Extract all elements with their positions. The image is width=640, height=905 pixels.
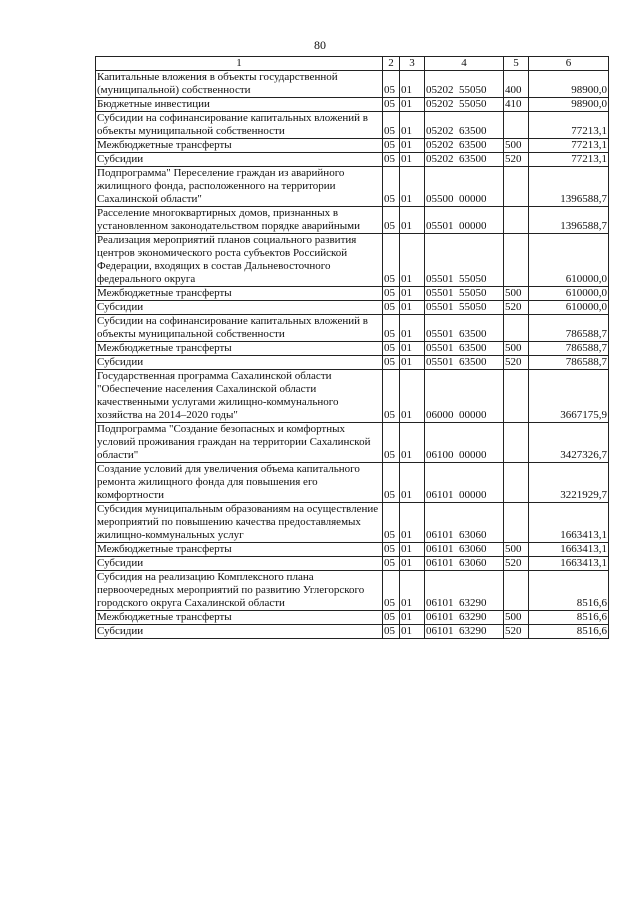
row-target-code-cell: 05202 63500 (425, 112, 504, 139)
row-expense-type-cell (504, 234, 529, 287)
column-header-section: 2 (383, 57, 400, 71)
row-amount-cell: 786588,7 (529, 356, 609, 370)
row-section-cell: 05 (383, 543, 400, 557)
row-name-cell: Межбюджетные трансферты (96, 287, 383, 301)
row-name-cell: Бюджетные инвестиции (96, 98, 383, 112)
row-name-cell: Государственная программа Сахалинской области "Обеспечение населения Сахалинской области качественными услугами жилищно-коммунального хозяйства на 2014–2020 годы" (96, 370, 383, 423)
row-target-code-cell: 05501 63500 (425, 315, 504, 342)
row-subsection-cell: 01 (400, 301, 425, 315)
table-row (96, 503, 609, 543)
row-target-code-cell: 06101 63290 (425, 611, 504, 625)
row-target-code-cell: 06101 00000 (425, 463, 504, 503)
row-section-cell: 05 (383, 503, 400, 543)
column-header-amount: 6 (529, 57, 609, 71)
row-subsection-cell: 01 (400, 287, 425, 301)
row-amount-cell: 1663413,1 (529, 557, 609, 571)
row-name-cell: Реализация мероприятий планов социального развития центров экономического роста субъектов Российской Федерации, входящих в состав Дальневосточного федерального округа (96, 234, 383, 287)
row-target-code-cell: 05501 55050 (425, 301, 504, 315)
table-row (96, 287, 609, 301)
row-name-cell: Создание условий для увеличения объема капитального ремонта жилищного фонда для повышения его комфортности (96, 463, 383, 503)
table-row (96, 71, 609, 98)
row-name-cell: Межбюджетные трансферты (96, 342, 383, 356)
row-section-cell: 05 (383, 167, 400, 207)
row-subsection-cell: 01 (400, 98, 425, 112)
row-section-cell: 05 (383, 139, 400, 153)
row-target-code-cell: 05500 00000 (425, 167, 504, 207)
row-name-cell: Субсидии (96, 356, 383, 370)
row-amount-cell: 3427326,7 (529, 423, 609, 463)
row-amount-cell: 98900,0 (529, 71, 609, 98)
row-name-cell: Расселение многоквартирных домов, признанных в установленном законодательством порядке аварийными (96, 207, 383, 234)
table-row (96, 543, 609, 557)
row-expense-type-cell: 520 (504, 356, 529, 370)
row-subsection-cell: 01 (400, 611, 425, 625)
row-target-code-cell: 06101 63060 (425, 557, 504, 571)
row-section-cell: 05 (383, 71, 400, 98)
row-expense-type-cell: 400 (504, 71, 529, 98)
row-section-cell: 05 (383, 342, 400, 356)
row-subsection-cell: 01 (400, 625, 425, 639)
row-subsection-cell: 01 (400, 423, 425, 463)
row-section-cell: 05 (383, 207, 400, 234)
row-target-code-cell: 05501 55050 (425, 234, 504, 287)
row-subsection-cell: 01 (400, 543, 425, 557)
row-name-cell: Подпрограмма "Создание безопасных и комфортных условий проживания граждан на территории Сахалинской области" (96, 423, 383, 463)
row-target-code-cell: 06101 63290 (425, 571, 504, 611)
row-target-code-cell: 05202 55050 (425, 71, 504, 98)
table-body (96, 71, 609, 639)
row-name-cell: Межбюджетные трансферты (96, 611, 383, 625)
row-expense-type-cell: 500 (504, 611, 529, 625)
table-row (96, 370, 609, 423)
row-name-cell: Субсидия муниципальным образованиям на осуществление мероприятий по повышению качества предоставляемых жилищно-коммунальных услуг (96, 503, 383, 543)
table-row (96, 342, 609, 356)
row-subsection-cell: 01 (400, 463, 425, 503)
row-subsection-cell: 01 (400, 370, 425, 423)
row-amount-cell: 610000,0 (529, 287, 609, 301)
row-expense-type-cell (504, 423, 529, 463)
row-amount-cell: 3221929,7 (529, 463, 609, 503)
row-expense-type-cell: 500 (504, 287, 529, 301)
row-target-code-cell: 06100 00000 (425, 423, 504, 463)
row-target-code-cell: 05501 63500 (425, 342, 504, 356)
table-header-row (96, 57, 609, 71)
row-name-cell: Субсидии (96, 625, 383, 639)
row-expense-type-cell (504, 370, 529, 423)
row-name-cell: Подпрограмма" Переселение граждан из аварийного жилищного фонда, расположенного на территории Сахалинской области" (96, 167, 383, 207)
table-row (96, 167, 609, 207)
row-target-code-cell: 05202 63500 (425, 139, 504, 153)
table-row (96, 557, 609, 571)
row-subsection-cell: 01 (400, 167, 425, 207)
table-row (96, 611, 609, 625)
table-row (96, 98, 609, 112)
table-row (96, 423, 609, 463)
row-amount-cell: 8516,6 (529, 611, 609, 625)
row-name-cell: Межбюджетные трансферты (96, 139, 383, 153)
table-row (96, 625, 609, 639)
row-section-cell: 05 (383, 315, 400, 342)
table-row (96, 571, 609, 611)
row-subsection-cell: 01 (400, 112, 425, 139)
row-target-code-cell: 06101 63060 (425, 503, 504, 543)
row-expense-type-cell: 520 (504, 301, 529, 315)
row-amount-cell: 77213,1 (529, 153, 609, 167)
table-row (96, 463, 609, 503)
row-amount-cell: 786588,7 (529, 315, 609, 342)
row-target-code-cell: 05202 63500 (425, 153, 504, 167)
budget-table (95, 56, 609, 639)
row-subsection-cell: 01 (400, 571, 425, 611)
row-name-cell: Субсидии на софинансирование капитальных вложений в объекты муниципальной собственности (96, 112, 383, 139)
row-amount-cell: 77213,1 (529, 139, 609, 153)
row-name-cell: Субсидия на реализацию Комплексного плана первоочередных мероприятий по развитию Углегорского городского округа Сахалинской области (96, 571, 383, 611)
row-section-cell: 05 (383, 301, 400, 315)
row-amount-cell: 1396588,7 (529, 167, 609, 207)
row-section-cell: 05 (383, 98, 400, 112)
row-expense-type-cell (504, 571, 529, 611)
row-subsection-cell: 01 (400, 356, 425, 370)
table-row (96, 112, 609, 139)
table-row (96, 234, 609, 287)
row-subsection-cell: 01 (400, 342, 425, 356)
row-section-cell: 05 (383, 153, 400, 167)
row-amount-cell: 77213,1 (529, 112, 609, 139)
row-subsection-cell: 01 (400, 234, 425, 287)
row-expense-type-cell (504, 315, 529, 342)
table-row (96, 153, 609, 167)
row-name-cell: Субсидии (96, 301, 383, 315)
column-header-expense-type: 5 (504, 57, 529, 71)
row-section-cell: 05 (383, 611, 400, 625)
row-section-cell: 05 (383, 234, 400, 287)
table-row (96, 315, 609, 342)
row-section-cell: 05 (383, 463, 400, 503)
row-section-cell: 05 (383, 625, 400, 639)
row-expense-type-cell: 410 (504, 98, 529, 112)
row-expense-type-cell: 500 (504, 543, 529, 557)
row-subsection-cell: 01 (400, 71, 425, 98)
row-expense-type-cell (504, 167, 529, 207)
row-section-cell: 05 (383, 370, 400, 423)
row-target-code-cell: 05501 63500 (425, 356, 504, 370)
table-row (96, 356, 609, 370)
row-expense-type-cell (504, 463, 529, 503)
row-name-cell: Субсидии (96, 153, 383, 167)
row-target-code-cell: 06101 63060 (425, 543, 504, 557)
row-expense-type-cell: 520 (504, 153, 529, 167)
row-name-cell: Субсидии (96, 557, 383, 571)
row-subsection-cell: 01 (400, 153, 425, 167)
row-amount-cell: 8516,6 (529, 571, 609, 611)
row-section-cell: 05 (383, 112, 400, 139)
row-expense-type-cell (504, 112, 529, 139)
row-amount-cell: 786588,7 (529, 342, 609, 356)
row-amount-cell: 1396588,7 (529, 207, 609, 234)
row-amount-cell: 8516,6 (529, 625, 609, 639)
row-expense-type-cell: 500 (504, 139, 529, 153)
row-target-code-cell: 06000 00000 (425, 370, 504, 423)
row-subsection-cell: 01 (400, 557, 425, 571)
row-amount-cell: 610000,0 (529, 234, 609, 287)
column-header-target-code: 4 (425, 57, 504, 71)
row-section-cell: 05 (383, 287, 400, 301)
table-row (96, 207, 609, 234)
row-expense-type-cell: 520 (504, 625, 529, 639)
row-target-code-cell: 05501 55050 (425, 287, 504, 301)
row-subsection-cell: 01 (400, 207, 425, 234)
row-target-code-cell: 05501 00000 (425, 207, 504, 234)
column-header-subsection: 3 (400, 57, 425, 71)
row-amount-cell: 1663413,1 (529, 543, 609, 557)
row-amount-cell: 3667175,9 (529, 370, 609, 423)
row-section-cell: 05 (383, 557, 400, 571)
row-subsection-cell: 01 (400, 315, 425, 342)
row-expense-type-cell: 520 (504, 557, 529, 571)
page-number: 80 (314, 38, 326, 52)
row-expense-type-cell (504, 207, 529, 234)
row-section-cell: 05 (383, 423, 400, 463)
row-target-code-cell: 06101 63290 (425, 625, 504, 639)
row-subsection-cell: 01 (400, 139, 425, 153)
row-amount-cell: 1663413,1 (529, 503, 609, 543)
row-amount-cell: 98900,0 (529, 98, 609, 112)
row-section-cell: 05 (383, 571, 400, 611)
table-row (96, 139, 609, 153)
row-name-cell: Межбюджетные трансферты (96, 543, 383, 557)
row-section-cell: 05 (383, 356, 400, 370)
row-expense-type-cell (504, 503, 529, 543)
row-target-code-cell: 05202 55050 (425, 98, 504, 112)
table-row (96, 301, 609, 315)
row-name-cell: Субсидии на софинансирование капитальных вложений в объекты муниципальной собственности (96, 315, 383, 342)
row-amount-cell: 610000,0 (529, 301, 609, 315)
row-subsection-cell: 01 (400, 503, 425, 543)
row-name-cell: Капитальные вложения в объекты государственной (муниципальной) собственности (96, 71, 383, 98)
column-header-name: 1 (96, 57, 383, 71)
row-expense-type-cell: 500 (504, 342, 529, 356)
